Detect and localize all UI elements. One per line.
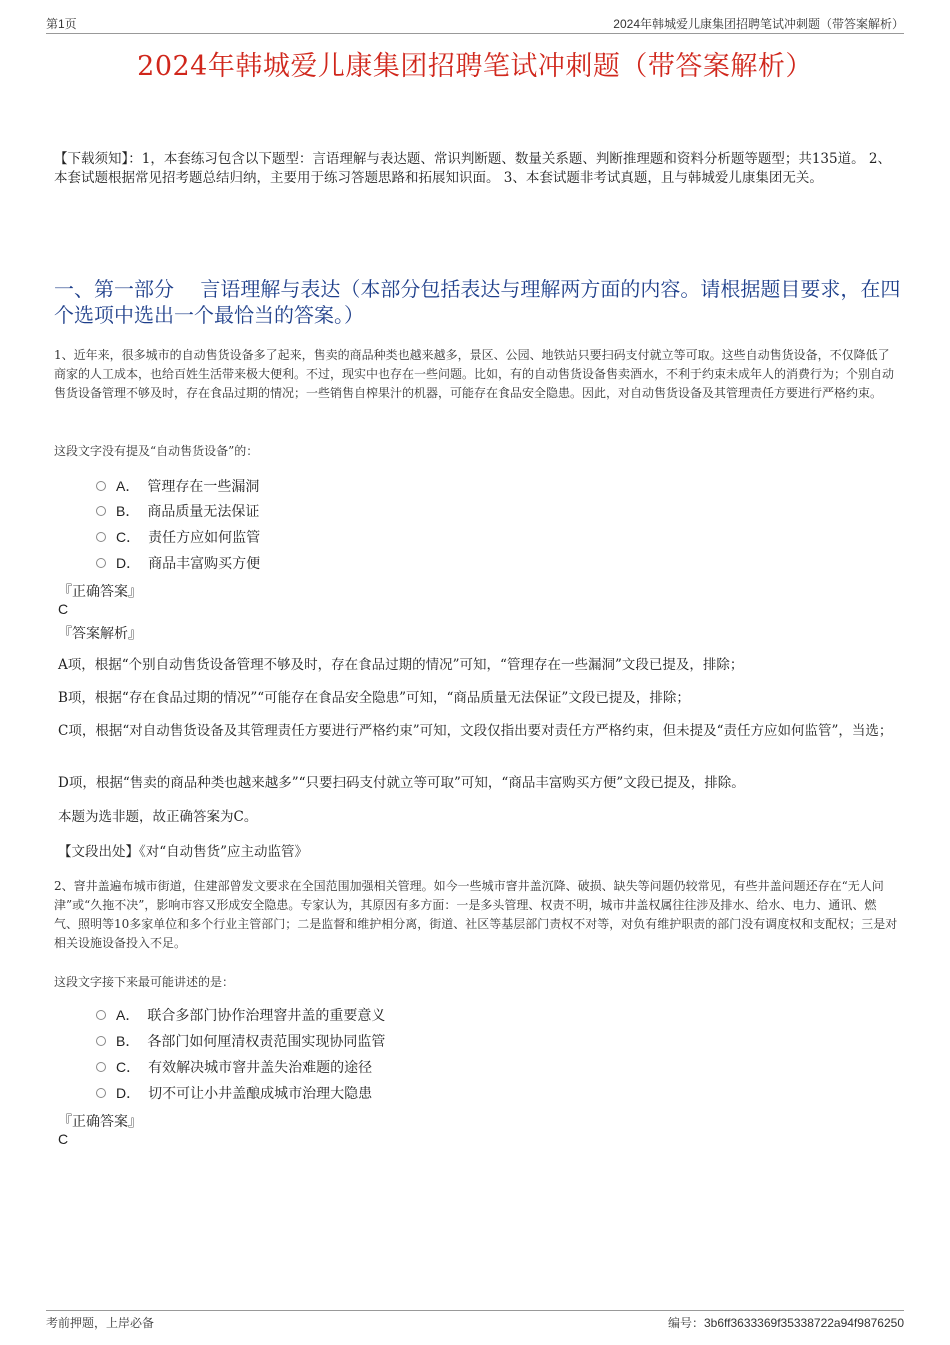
- radio-icon[interactable]: [96, 1010, 106, 1020]
- radio-icon[interactable]: [96, 532, 106, 542]
- q2-option-b[interactable]: B． 各部门如何厘清权责范围实现协同监管: [96, 1031, 385, 1051]
- header-divider: [46, 33, 904, 34]
- radio-icon[interactable]: [96, 1088, 106, 1098]
- q1-option-b[interactable]: B． 商品质量无法保证: [96, 501, 259, 521]
- q1-option-c[interactable]: C． 责任方应如何监管: [96, 527, 260, 547]
- footer-slogan: 考前押题，上岸必备: [46, 1316, 155, 1330]
- q2-passage: 2、窨井盖遍布城市街道，住建部曾发文要求在全国范围加强相关管理。如今一些城市窨井盖沉降、破损、缺失等问题仍较常见，有些井盖问题还存在“无人问津”或“久拖不决”，影响市容又形成安全隐患。专家认为，其原因有多方面：一是多头管理、权责不明，城市井盖权属往往涉及排水、给水、电力、通讯、燃气、照明等10多家单位和多个行业主管部门；二是监督和维护相分离，街道、社区等基层部门责权不对等，对负有维护职责的部门没有调度权和支配权；三是对相关设施设备投入不足。: [54, 879, 898, 950]
- q2-option-a[interactable]: A． 联合多部门协作治理窨井盖的重要意义: [96, 1005, 385, 1025]
- q1-analysis-c: C项，根据“对自动售货设备及其管理责任方要进行严格约束”可知，文段仅指出要对责任方严格约束，但未提及“责任方应如何监管”，当选；: [58, 723, 893, 739]
- q1-question: 这段文字没有提及“自动售货设备”的：: [54, 444, 259, 458]
- radio-icon[interactable]: [96, 481, 106, 491]
- header-page-number: 第1页: [46, 17, 77, 31]
- radio-icon[interactable]: [96, 506, 106, 516]
- q2-option-d[interactable]: D． 切不可让小井盖酿成城市治理大隐患: [96, 1083, 372, 1103]
- q2-answer: C: [58, 1131, 69, 1147]
- q2-option-c[interactable]: C． 有效解决城市窨井盖失治难题的途径: [96, 1057, 372, 1077]
- q2-question: 这段文字接下来最可能讲述的是：: [54, 975, 235, 989]
- q1-analysis-b: B项，根据“存在食品过期的情况”“可能存在食品安全隐患”可知，“商品质量无法保证”文段已提及，排除；: [58, 690, 690, 706]
- q1-conclusion: 本题为选非题，故正确答案为C。: [58, 809, 258, 825]
- download-notice: 【下载须知】：1，本套练习包含以下题型：言语理解与表达题、常识判断题、数量关系题、判断推理题和资料分析题等题型；共135道。 2、本套试题根据常见招考题总结归纳，主要用于练习答题思路和拓展知识面。 3、本套试题非考试真题，且与韩城爱儿康集团无关。: [54, 151, 891, 186]
- q1-option-a[interactable]: A． 管理存在一些漏洞: [96, 476, 259, 496]
- q1-analysis-a: A项，根据“个别自动售货设备管理不够及时，存在食品过期的情况”可知，“管理存在一些漏洞”文段已提及，排除；: [58, 657, 744, 673]
- page-title: 2024年韩城爱儿康集团招聘笔试冲刺题（带答案解析）: [137, 51, 813, 82]
- section-heading: 一、第一部分 言语理解与表达（本部分包括表达与理解两方面的内容。请根据题目要求，在四个选项中选出一个最恰当的答案。）: [54, 277, 901, 327]
- header-doc-title: 2024年韩城爱儿康集团招聘笔试冲刺题（带答案解析）: [613, 17, 904, 31]
- q1-source: 【文段出处】《对“自动售货”应主动监管》: [58, 844, 309, 860]
- q1-analysis-label: 『答案解析』: [58, 626, 142, 642]
- radio-icon[interactable]: [96, 558, 106, 568]
- q1-answer: C: [58, 601, 69, 617]
- footer-divider: [46, 1310, 904, 1311]
- radio-icon[interactable]: [96, 1036, 106, 1046]
- radio-icon[interactable]: [96, 1062, 106, 1072]
- q1-option-d[interactable]: D． 商品丰富购买方便: [96, 553, 260, 573]
- q2-answer-label: 『正确答案』: [58, 1114, 142, 1130]
- q1-analysis-d: D项，根据“售卖的商品种类也越来越多”“只要扫码支付就立等可取”可知，“商品丰富购买方便”文段已提及，排除。: [58, 775, 745, 791]
- q1-passage: 1、近年来，很多城市的自动售货设备多了起来，售卖的商品种类也越来越多，景区、公园、地铁站只要扫码支付就立等可取。这些自动售货设备，不仅降低了商家的人工成本，也给百姓生活带来极大便利。不过，现实中也存在一些问题。比如，有的自动售货设备售卖酒水，不利于约束未成年人的消费行为；个别自动售货设备管理不够及时，存在食品过期的情况；一些销售自榨果汁的机器，可能存在食品安全隐患。因此，对自动售货设备及其管理责任方要进行严格约束。: [54, 348, 895, 400]
- footer-serial: 编号：3b6ff3633369f35338722a94f9876250: [668, 1316, 904, 1330]
- q1-answer-label: 『正确答案』: [58, 584, 142, 600]
